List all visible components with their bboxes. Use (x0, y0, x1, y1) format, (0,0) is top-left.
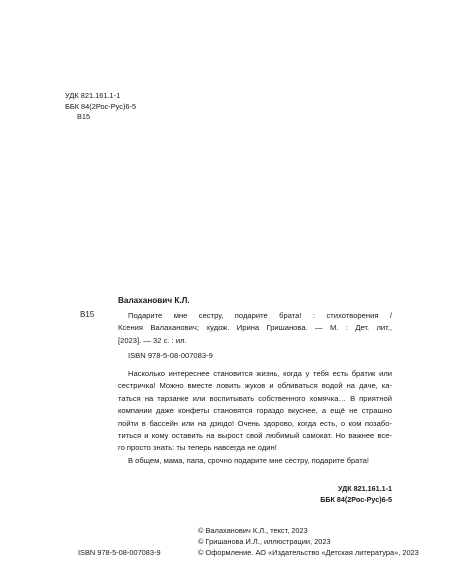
bbk-top: ББК 84(2Рос-Рус)6-5 (65, 102, 137, 111)
card-line: Подарите мне сестру, подарите брата! : стихотворения / (128, 311, 392, 320)
annotation-line: го просто знать: ты теперь навсегда не один! (118, 443, 277, 453)
annotation-line: В общем, мама, папа, срочно подарите мне сестру, подарите брата! (128, 455, 369, 465)
copyright-text: © Валаханович К.Л., текст, 2023 (198, 526, 308, 535)
copyright-design: © Оформление. АО «Издательство «Детская литература», 2023 (198, 548, 419, 557)
annotation-line: Насколько интереснее становится жизнь, когда у тебя есть братик или (128, 369, 392, 378)
author-code: В15 (80, 310, 95, 319)
card-line: [2023]. — 32 с. : ил. (118, 335, 187, 345)
copyright-illustrations: © Гришанова И.Л., иллюстрации, 2023 (198, 537, 331, 546)
isbn-card: ISBN 978-5-08-007083-9 (128, 351, 213, 360)
annotation-line: таться на тарзанке или воспитывать собственного хомячка… В приятной (118, 393, 392, 403)
author-name: Валаханович К.Л. (118, 296, 190, 305)
author-code-top: В15 (77, 112, 91, 121)
udk-top: УДК 821.161.1-1 (65, 91, 121, 100)
annotation-line: сестричка! Можно вместе ловить жуков и обливаться водой на даче, ка- (118, 381, 392, 391)
annotation-line: пойти в бассейн или на дзюдо! Очень здорово, когда есть, о ком позабо- (118, 418, 392, 428)
isbn-bottom: ISBN 978-5-08-007083-9 (78, 548, 161, 557)
annotation-line: компании даже конфеты становятся гораздо вкуснее, а ещё не страшно (118, 406, 392, 416)
card-line: Ксения Валаханович; худож. Ирина Гришанова. — М. : Дет. лит., (118, 323, 392, 333)
annotation (118, 368, 392, 467)
annotation-line: титься и кому оставить на вырост свой любимый самокат. Но важнее все- (118, 431, 392, 441)
bibliographic-description (118, 310, 392, 347)
bbk-bottom: ББК 84(2Рос-Рус)6-5 (320, 495, 392, 504)
udk-bottom: УДК 821.161.1-1 (338, 484, 392, 493)
